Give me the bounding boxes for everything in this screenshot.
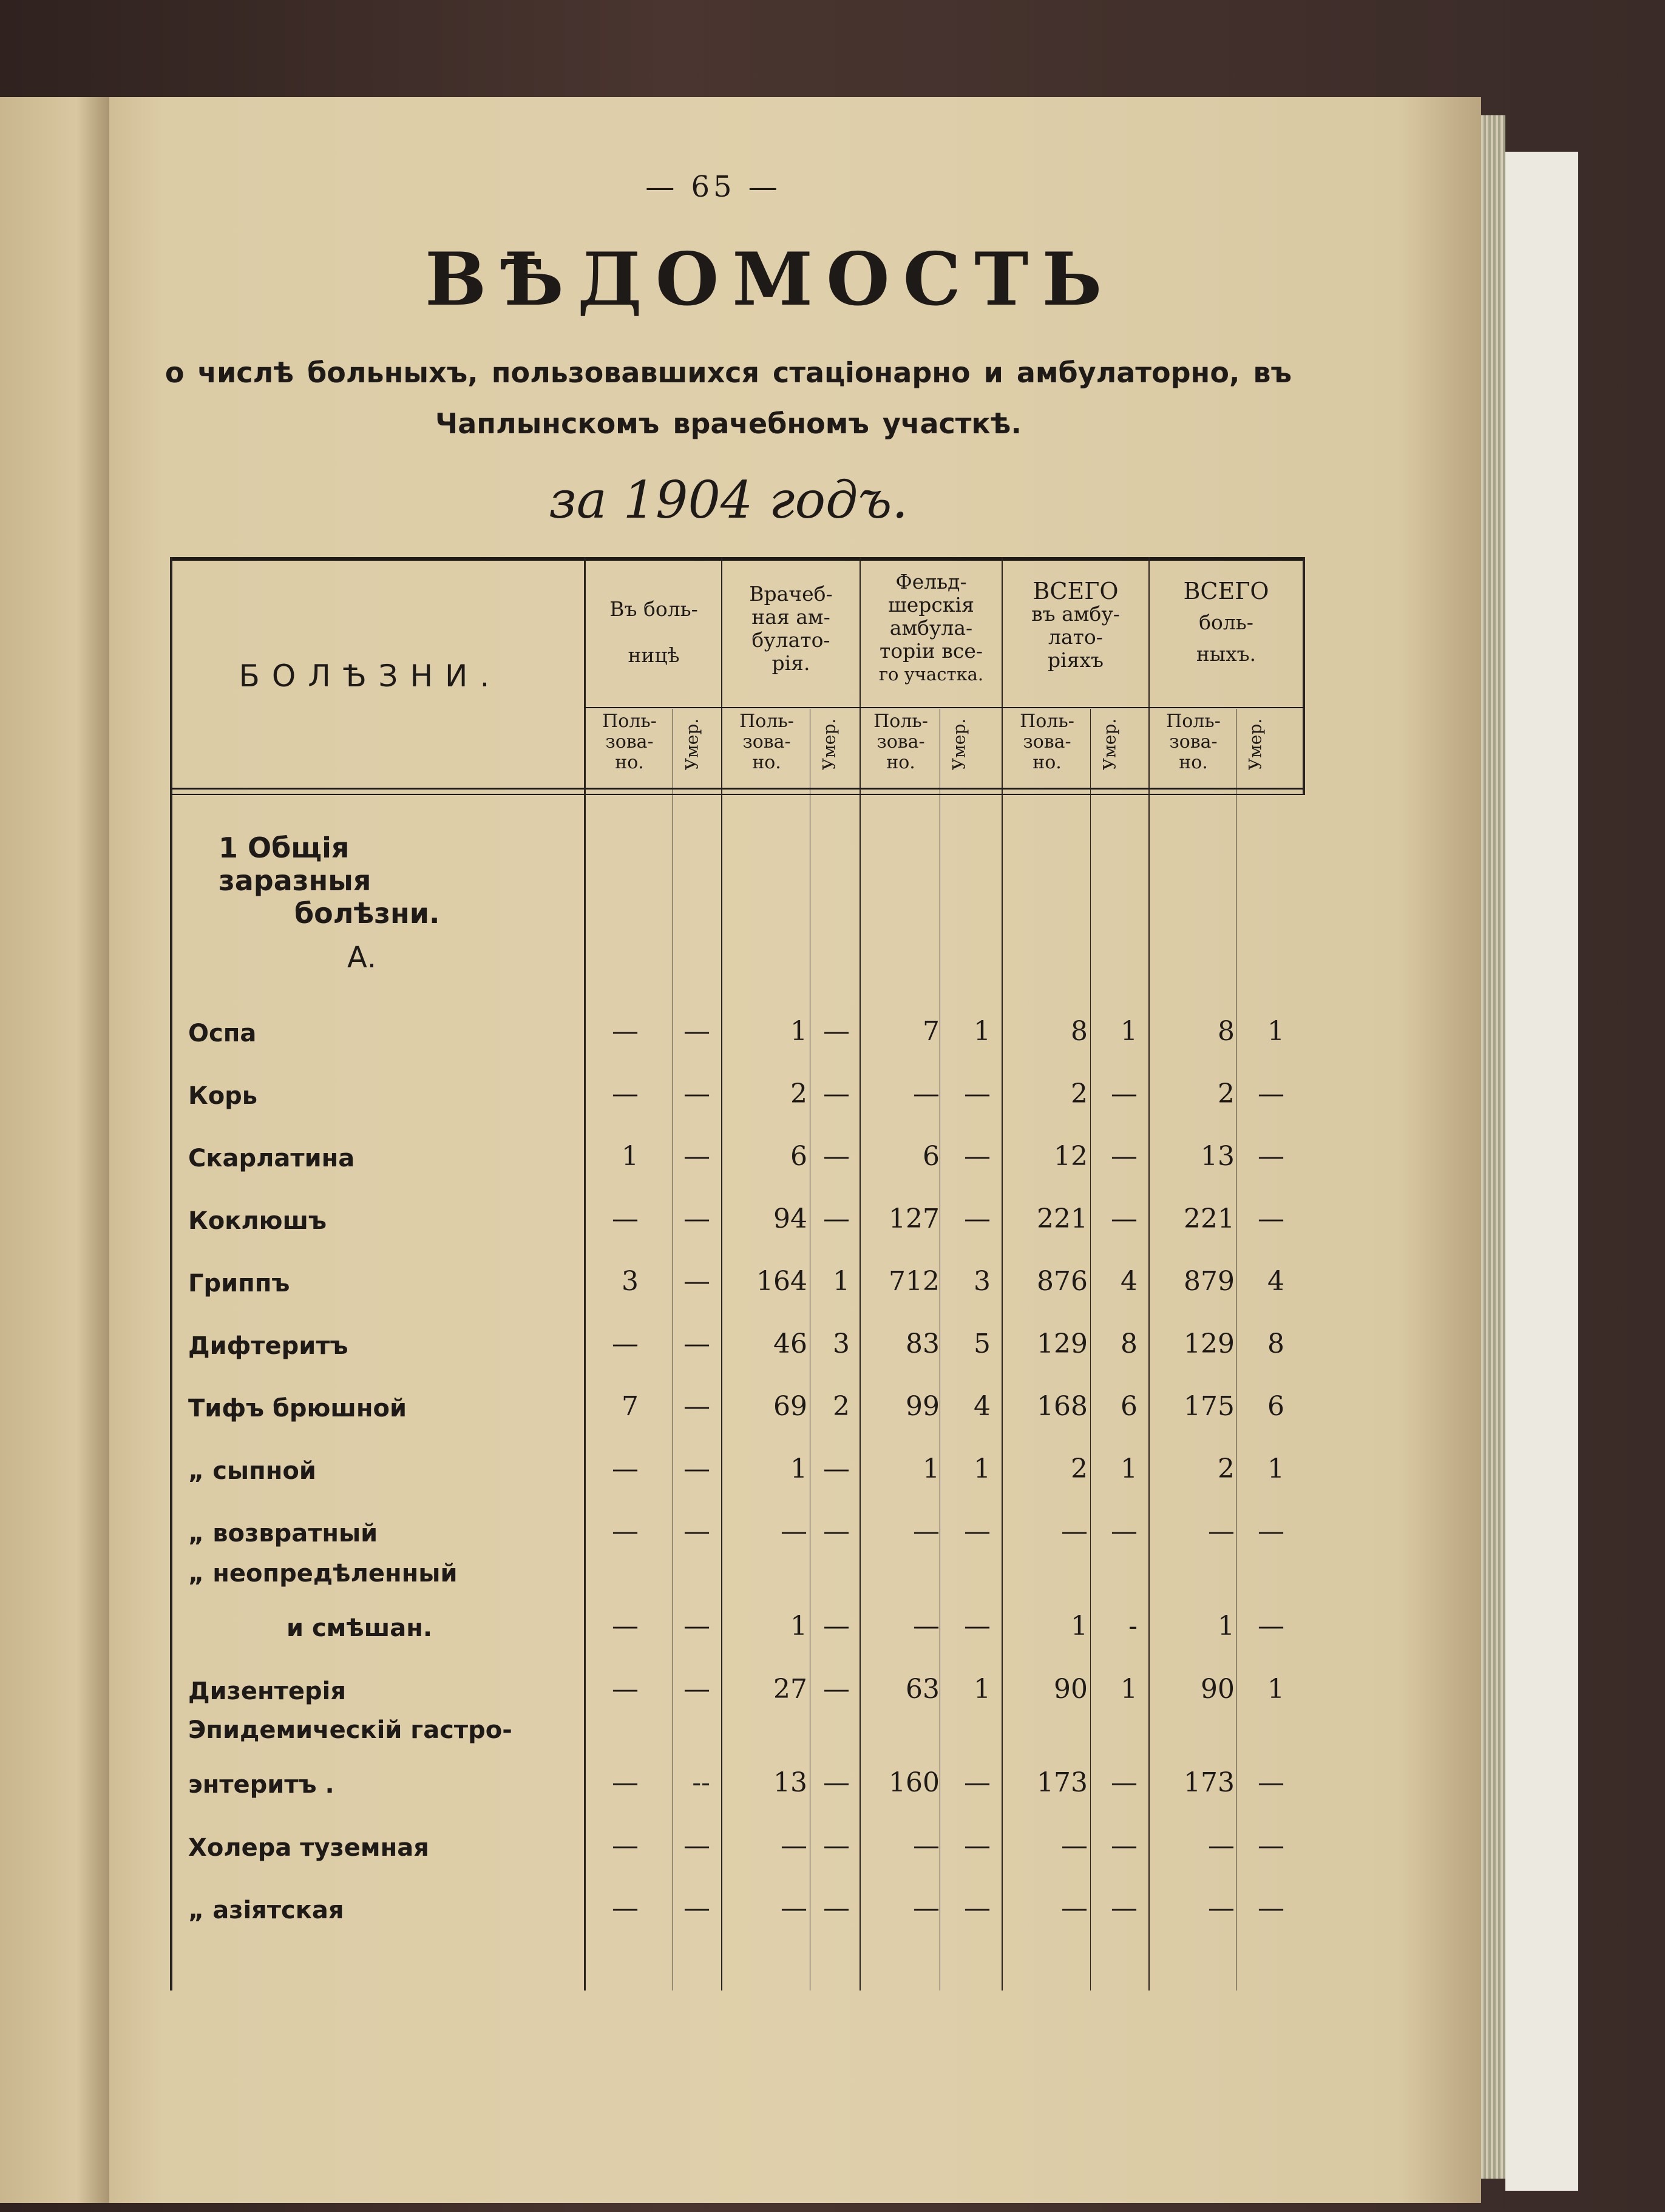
row-label: „ азіятская: [188, 1896, 344, 1924]
subheader-used-line: Поль-: [739, 711, 794, 732]
cell-used: 1: [1218, 1611, 1235, 1642]
group-header-total-patients: [1150, 580, 1303, 666]
table-right-border: [1303, 557, 1305, 795]
subheader-used-0: [586, 711, 673, 773]
cell-died: —: [964, 1203, 991, 1234]
cell-died: 4: [974, 1391, 991, 1422]
cell-used: 69: [773, 1391, 807, 1422]
subheader-used-line: Поль-: [873, 711, 928, 732]
cell-used: 712: [889, 1266, 940, 1297]
hdr-fel-4: торіи все-: [879, 639, 983, 663]
group-header-hospital: [586, 598, 721, 667]
cell-died: 1: [1121, 1674, 1138, 1705]
col-sep-3: [860, 557, 861, 1990]
cell-used: —: [781, 1830, 807, 1861]
cell-died: —: [1258, 1611, 1284, 1642]
cell-died: —: [683, 1674, 710, 1705]
row-label: Гриппъ: [188, 1270, 290, 1297]
cell-used: 13: [773, 1767, 807, 1798]
cell-died: —: [683, 1516, 710, 1547]
cell-used: —: [781, 1893, 807, 1924]
backing-sheet: [1505, 152, 1578, 2191]
subheader-used-line: зова-: [1023, 731, 1071, 753]
cell-died: -: [1128, 1611, 1138, 1642]
report-year: за 1904 годъ.: [548, 470, 909, 530]
cell-died: 6: [1267, 1391, 1284, 1422]
cell-used: 129: [1184, 1328, 1235, 1359]
subtitle-line-2: Чаплынскомъ врачебномъ участкѣ.: [435, 407, 1022, 440]
cell-used: —: [1208, 1516, 1235, 1547]
cell-used: —: [612, 1516, 639, 1547]
hdr-hosp-1: Въ боль-: [609, 597, 698, 621]
cell-died: 6: [1121, 1391, 1138, 1422]
cell-died: 2: [833, 1391, 850, 1422]
cell-used: 3: [622, 1266, 639, 1297]
subheader-used-line: зова-: [742, 731, 791, 753]
row-label: „ сыпной: [188, 1457, 316, 1485]
cell-used: —: [1061, 1893, 1088, 1924]
cell-died: —: [683, 1453, 710, 1484]
subheader-died-4: Умер.: [1245, 718, 1266, 771]
hdr-tp-2: боль-: [1199, 610, 1253, 634]
sub-sep-4: [1090, 709, 1091, 1990]
cell-died: —: [823, 1893, 850, 1924]
cell-used: —: [612, 1674, 639, 1705]
cell-died: —: [964, 1830, 991, 1861]
cell-used: 173: [1037, 1767, 1088, 1798]
cell-used: —: [612, 1328, 639, 1359]
group-sub-rule: [584, 707, 1304, 708]
row-label: „ неопредѣленный: [188, 1560, 458, 1588]
cell-died: 4: [1267, 1266, 1284, 1297]
cell-died: —: [964, 1141, 991, 1172]
cell-died: —: [823, 1203, 850, 1234]
cell-used: —: [612, 1016, 639, 1047]
cell-died: 1: [974, 1016, 991, 1047]
row-label: Холера туземная: [188, 1834, 429, 1862]
cell-used: 6: [923, 1141, 940, 1172]
cell-died: —: [964, 1767, 991, 1798]
header-bottom-rule-2: [170, 794, 1304, 795]
cell-died: —: [1111, 1830, 1138, 1861]
section-title: [219, 831, 439, 930]
cell-died: 8: [1121, 1328, 1138, 1359]
cell-died: 8: [1267, 1328, 1284, 1359]
cell-died: —: [1258, 1893, 1284, 1924]
cell-died: —: [1111, 1893, 1138, 1924]
hdr-fel-3: амбула-: [889, 616, 973, 640]
cell-used: 46: [773, 1328, 807, 1359]
section-letter: А.: [347, 941, 377, 975]
cell-died: 1: [974, 1453, 991, 1484]
cell-died: 1: [1121, 1016, 1138, 1047]
col-sep-5: [1148, 557, 1150, 1990]
cell-died: —: [823, 1516, 850, 1547]
subheader-died-2: Умер.: [949, 718, 969, 771]
hdr-fel-1: Фельд-: [895, 570, 967, 594]
page-title: ВѢДОМОСТЬ: [425, 237, 1116, 322]
subheader-used-line: но.: [886, 752, 915, 773]
hdr-tamb-1: ВСЕГО: [1033, 578, 1119, 604]
cell-used: 90: [1201, 1674, 1235, 1705]
row-label: Корь: [188, 1082, 258, 1110]
cell-died: —: [1111, 1078, 1138, 1109]
cell-used: 1: [790, 1016, 807, 1047]
cell-used: 1: [1071, 1611, 1088, 1642]
cell-died: —: [823, 1078, 850, 1109]
cell-died: —: [1258, 1516, 1284, 1547]
subheader-used-3: [1004, 711, 1090, 773]
hdr-tamb-4: ріяхъ: [1047, 648, 1104, 672]
facing-page-edge: [0, 97, 109, 2203]
cell-used: —: [913, 1516, 940, 1547]
subtitle-line-1: о числѣ больныхъ, пользовавшихся стаціонарно и амбулаторно, въ: [164, 356, 1292, 389]
cell-died: —: [683, 1830, 710, 1861]
cell-died: —: [683, 1328, 710, 1359]
cell-died: —: [823, 1767, 850, 1798]
subheader-used-line: но.: [752, 752, 781, 773]
subheader-used-line: зова-: [605, 731, 654, 753]
cell-used: 99: [906, 1391, 940, 1422]
cell-used: —: [612, 1830, 639, 1861]
cell-died: —: [1258, 1767, 1284, 1798]
row-label-continued: и смѣшан.: [287, 1614, 433, 1642]
hdr-doc-2: ная ам-: [751, 605, 830, 629]
hdr-hosp-3: ницѣ: [628, 643, 680, 667]
section-title-line-1: 1 Общія заразныя: [219, 831, 371, 897]
cell-died: —: [683, 1391, 710, 1422]
subheader-used-line: зова-: [1169, 731, 1218, 753]
cell-died: —: [1258, 1141, 1284, 1172]
cell-used: —: [1208, 1830, 1235, 1861]
cell-died: —: [683, 1078, 710, 1109]
cell-died: —: [1111, 1203, 1138, 1234]
cell-died: —: [823, 1453, 850, 1484]
cell-used: 8: [1071, 1016, 1088, 1047]
cell-died: —: [823, 1674, 850, 1705]
hdr-doc-1: Врачеб-: [749, 582, 833, 606]
table-left-border: [170, 557, 172, 1990]
cell-died: —: [683, 1611, 710, 1642]
section-title-line-2: болѣзни.: [294, 897, 440, 930]
cell-used: 127: [889, 1203, 940, 1234]
hdr-tamb-3: лато-: [1048, 625, 1103, 649]
cell-used: 83: [906, 1328, 940, 1359]
cell-used: 221: [1184, 1203, 1235, 1234]
cell-used: 164: [756, 1266, 807, 1297]
row-label: Оспа: [188, 1020, 257, 1047]
cell-used: 27: [773, 1674, 807, 1705]
cell-died: —: [964, 1516, 991, 1547]
cell-used: 63: [906, 1674, 940, 1705]
subheader-used-line: но.: [1033, 752, 1062, 773]
cell-died: —: [683, 1016, 710, 1047]
cell-died: --: [692, 1767, 710, 1798]
col-sep-2: [721, 557, 722, 1990]
cell-used: —: [913, 1830, 940, 1861]
hdr-doc-3: булато-: [751, 628, 830, 652]
cell-used: —: [612, 1767, 639, 1798]
cell-used: 1: [622, 1141, 639, 1172]
hdr-tp-1: ВСЕГО: [1183, 578, 1269, 604]
cell-used: —: [1208, 1893, 1235, 1924]
header-bottom-rule: [170, 788, 1304, 790]
row-label: „ возвратный: [188, 1520, 378, 1547]
cell-used: —: [612, 1078, 639, 1109]
cell-died: —: [683, 1266, 710, 1297]
cell-died: —: [823, 1830, 850, 1861]
hdr-fel-2: шерскія: [888, 593, 974, 617]
subheader-used-line: но.: [615, 752, 644, 773]
cell-died: —: [1258, 1830, 1284, 1861]
cell-used: 6: [790, 1141, 807, 1172]
subheader-used-2: [862, 711, 940, 773]
cell-died: 1: [974, 1674, 991, 1705]
cell-died: —: [1258, 1078, 1284, 1109]
cell-died: 1: [833, 1266, 850, 1297]
cell-used: 1: [923, 1453, 940, 1484]
cell-died: 3: [974, 1266, 991, 1297]
cell-died: 3: [833, 1328, 850, 1359]
hdr-tamb-2: въ амбу-: [1031, 602, 1120, 626]
cell-used: 221: [1037, 1203, 1088, 1234]
cell-died: —: [683, 1203, 710, 1234]
cell-used: —: [612, 1893, 639, 1924]
row-label: Тифъ брюшной: [188, 1395, 407, 1422]
cell-died: —: [683, 1893, 710, 1924]
cell-used: —: [612, 1203, 639, 1234]
subheader-used-line: Поль-: [1166, 711, 1221, 732]
cell-died: 1: [1267, 1453, 1284, 1484]
cell-used: —: [913, 1078, 940, 1109]
hdr-doc-4: рія.: [771, 651, 810, 675]
cell-died: 5: [974, 1328, 991, 1359]
cell-died: 4: [1121, 1266, 1138, 1297]
cell-used: 2: [1218, 1453, 1235, 1484]
row-label: Эпидемическій гастро-: [188, 1716, 512, 1744]
diseases-column-header: БОЛѢЗНИ.: [239, 658, 502, 694]
hdr-hosp-2: [586, 621, 721, 644]
row-label: Коклюшъ: [188, 1207, 327, 1235]
row-label-continued: энтеритъ .: [188, 1771, 334, 1799]
row-label: Скарлатина: [188, 1145, 355, 1172]
cell-used: —: [1061, 1830, 1088, 1861]
hdr-fel-5: го участка.: [878, 664, 984, 685]
hdr-tp-3: ныхъ.: [1196, 642, 1256, 666]
cell-used: 12: [1054, 1141, 1088, 1172]
cell-used: 2: [1071, 1453, 1088, 1484]
cell-used: —: [781, 1516, 807, 1547]
group-header-doctor: [722, 583, 860, 675]
cell-died: —: [1258, 1203, 1284, 1234]
col-sep-4: [1002, 557, 1003, 1990]
cell-died: —: [1111, 1767, 1138, 1798]
cell-died: 1: [1121, 1453, 1138, 1484]
cell-used: 2: [790, 1078, 807, 1109]
cell-used: —: [612, 1611, 639, 1642]
cell-died: 1: [1267, 1674, 1284, 1705]
cell-used: 7: [622, 1391, 639, 1422]
cell-used: 876: [1037, 1266, 1088, 1297]
group-header-total-amb: [1003, 580, 1148, 672]
subheader-died-1: Умер.: [819, 718, 839, 771]
cell-died: —: [964, 1611, 991, 1642]
row-label: Дизентерія: [188, 1677, 346, 1705]
cell-used: 2: [1071, 1078, 1088, 1109]
cell-used: 168: [1037, 1391, 1088, 1422]
cell-died: —: [1111, 1516, 1138, 1547]
cell-used: —: [913, 1611, 940, 1642]
table-top-rule: [170, 557, 1304, 561]
cell-used: 13: [1201, 1141, 1235, 1172]
cell-used: 2: [1218, 1078, 1235, 1109]
cell-used: 879: [1184, 1266, 1235, 1297]
subheader-used-line: Поль-: [602, 711, 657, 732]
subheader-used-line: но.: [1179, 752, 1208, 773]
cell-used: 7: [923, 1016, 940, 1047]
cell-died: 1: [1267, 1016, 1284, 1047]
cell-used: —: [612, 1453, 639, 1484]
group-header-feldsher: [861, 570, 1002, 686]
cell-died: —: [964, 1893, 991, 1924]
cell-used: 1: [790, 1453, 807, 1484]
subheader-used-4: [1151, 711, 1236, 773]
cell-used: 90: [1054, 1674, 1088, 1705]
cell-used: 129: [1037, 1328, 1088, 1359]
subheader-used-line: Поль-: [1020, 711, 1074, 732]
cell-used: 94: [773, 1203, 807, 1234]
cell-used: —: [913, 1893, 940, 1924]
cell-died: —: [683, 1141, 710, 1172]
cell-used: —: [1061, 1516, 1088, 1547]
cell-died: —: [964, 1078, 991, 1109]
cell-used: 8: [1218, 1016, 1235, 1047]
cell-used: 175: [1184, 1391, 1235, 1422]
page-number: — 65 —: [645, 170, 781, 204]
subheader-died-3: Умер.: [1099, 718, 1120, 771]
cell-died: —: [823, 1141, 850, 1172]
subheader-died-0: Умер.: [682, 718, 702, 771]
subheader-used-line: зова-: [877, 731, 925, 753]
cell-died: —: [823, 1611, 850, 1642]
cell-died: —: [823, 1016, 850, 1047]
row-label: Дифтеритъ: [188, 1332, 348, 1360]
subheader-used-1: [724, 711, 810, 773]
cell-used: 160: [889, 1767, 940, 1798]
cell-used: 173: [1184, 1767, 1235, 1798]
subtitle: [140, 347, 1317, 449]
cell-died: —: [1111, 1141, 1138, 1172]
cell-used: 1: [790, 1611, 807, 1642]
